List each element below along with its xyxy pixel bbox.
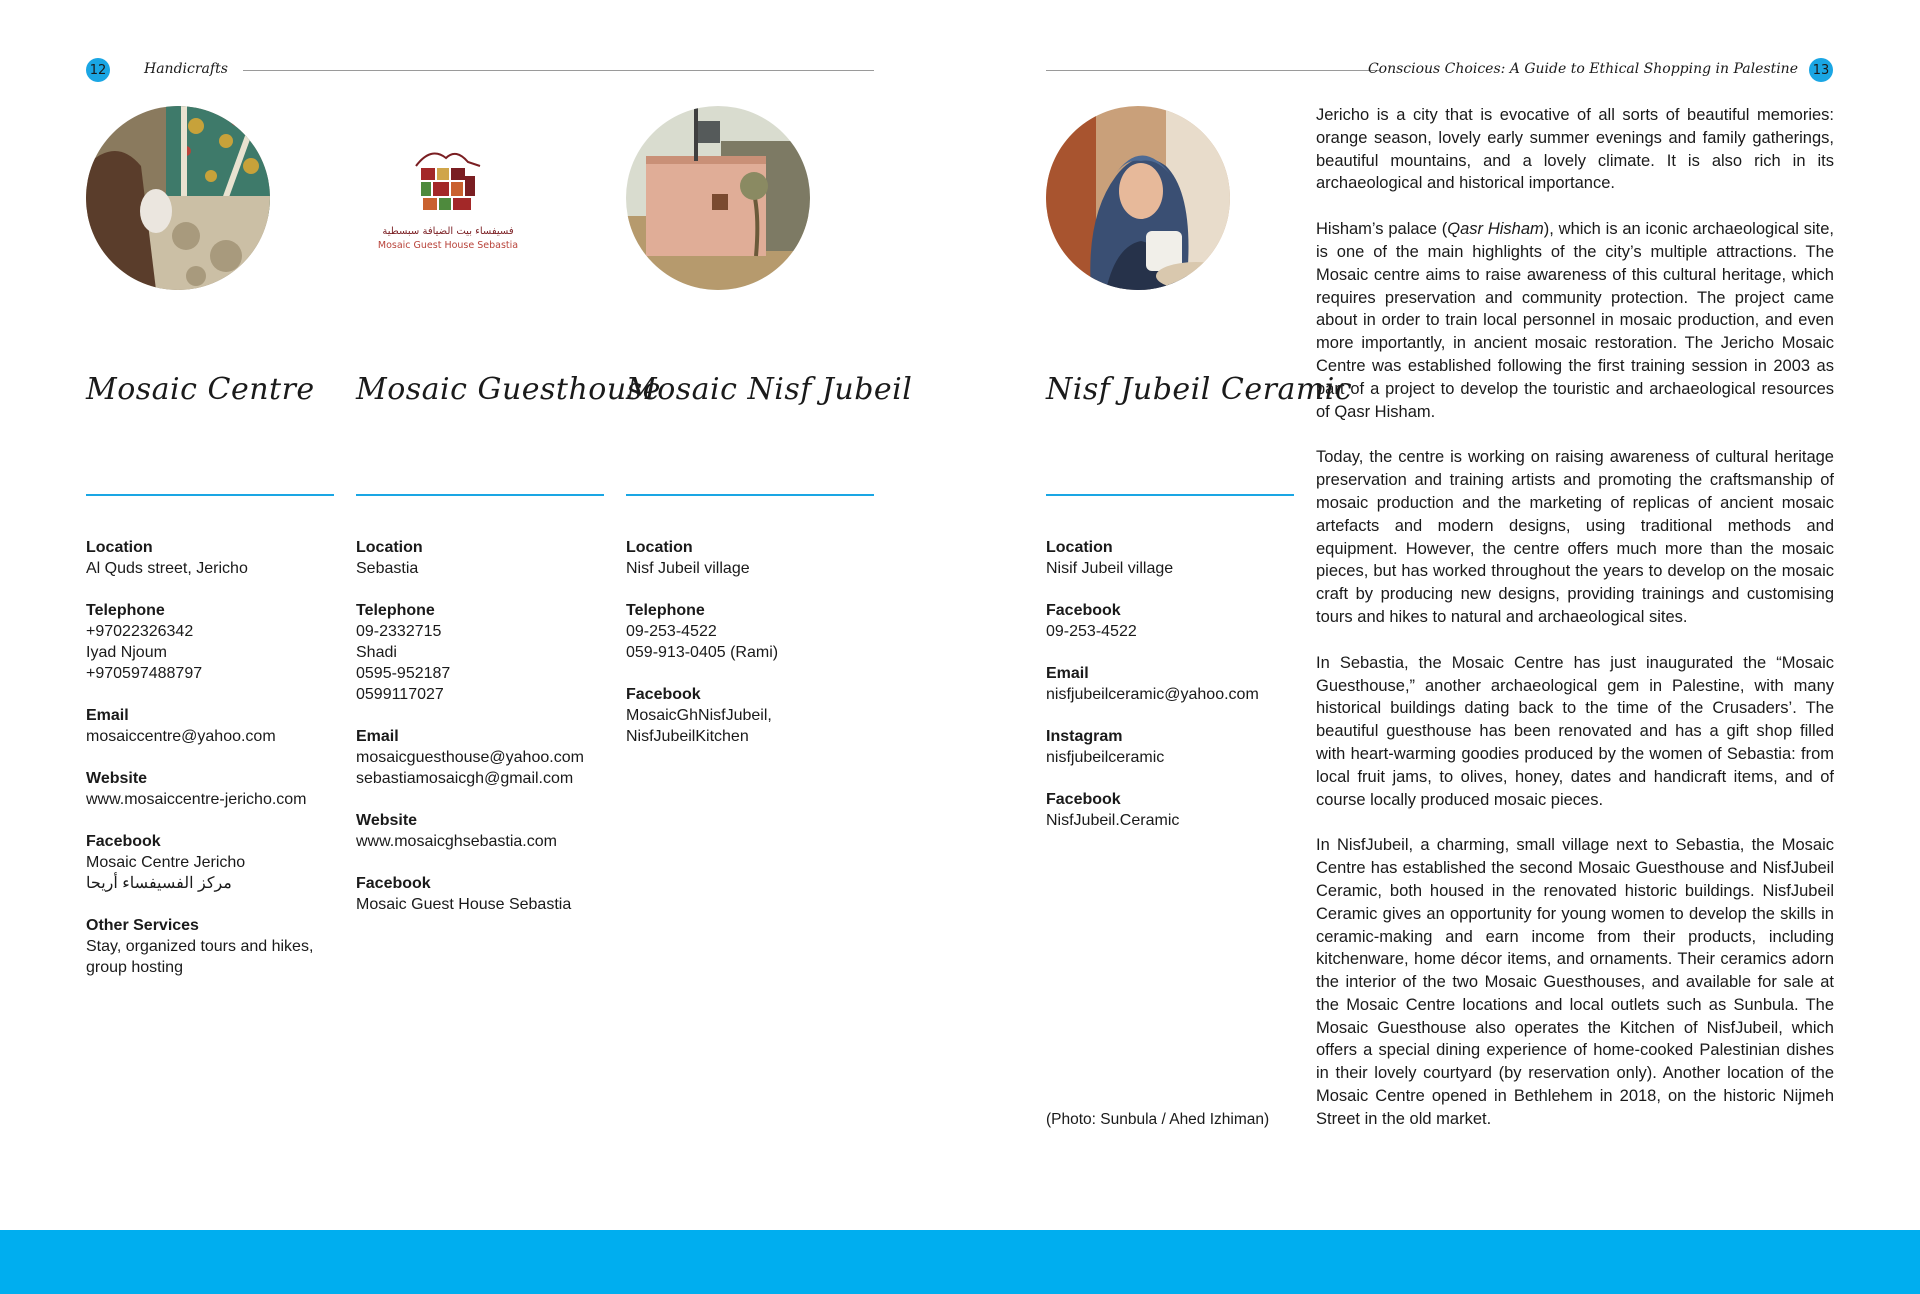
facebook-value: NisfJubeil.Ceramic: [1046, 812, 1180, 829]
photo-caption: (Photo: Sunbula / Ahed Izhiman): [1046, 1111, 1270, 1128]
phone-value: 0599117027: [356, 686, 444, 703]
field-label: Telephone: [626, 602, 705, 619]
contact-group-telephone: [626, 600, 876, 663]
facebook-value: Mosaic Guest House Sebastia: [356, 896, 572, 913]
services-value: group hosting: [86, 959, 183, 976]
contact-column-mosaic-centre: [86, 537, 336, 999]
contact-group-email: [356, 726, 606, 789]
article-paragraph: Today, the centre is working on raising awareness of cultural heritage preservation and training artists and promoting the craftsmanship of mosaic production and the marketing of replicas of ancient mosaic artefacts and modern designs, using traditional methods and equipment. However, the centre offers much more than the mosaic pieces, but has worked throughout the years to develop on the mosaic craft by producing new designs, providing trainings and customising tours and hikes to natural and archaeological sites.: [1316, 448, 1834, 626]
contact-group-location: [1046, 537, 1296, 579]
field-label: Facebook: [1046, 791, 1121, 808]
field-label: Facebook: [1046, 602, 1121, 619]
vendor-title-mosaic-nisf-jubeil: Mosaic Nisf Jubeil: [626, 372, 913, 407]
title-rule: [356, 494, 604, 496]
vendor-title-nisf-jubeil-ceramic: Nisf Jubeil Ceramic: [1046, 372, 1353, 407]
village-building-photo: [626, 106, 810, 290]
contact-group-facebook: [1046, 789, 1296, 831]
footer-band: [0, 1230, 1920, 1294]
phone-value: 09-253-4522: [626, 623, 717, 640]
field-label: Telephone: [86, 602, 165, 619]
title-rule: [86, 494, 334, 496]
facebook-value: MosaicGhNisfJubeil,: [626, 707, 772, 724]
article-body: [1316, 104, 1834, 1154]
article-text: Hisham’s palace (: [1316, 220, 1448, 239]
field-label: Facebook: [356, 875, 431, 892]
contact-group-facebook: [356, 873, 606, 915]
field-label: Facebook: [86, 833, 161, 850]
facebook-value: Mosaic Centre Jericho: [86, 854, 246, 871]
phone-value: +97022326342: [86, 623, 194, 640]
vendor-title-mosaic-guesthouse: Mosaic Guesthouse: [356, 372, 661, 407]
field-value: Nisif Jubeil village: [1046, 560, 1174, 577]
article-paragraph: In Sebastia, the Mosaic Centre has just inaugurated the “Mosaic Guesthouse,” another archaeological gem in Palestine, with many historical buildings dating back to the time of the Crusaders’. The beautiful guesthouse has been renovated and has a gift shop filled with heart-warming goodies produced by the women of Sebastia: from local fruit jams, to olives, honey, dates and handicraft items, and of course locally produced mosaic pieces.: [1316, 653, 1834, 809]
contact-group-instagram: [1046, 726, 1296, 768]
services-value: Stay, organized tours and hikes,: [86, 938, 314, 955]
website-value: www.mosaicghsebastia.com: [356, 833, 557, 850]
field-label: Location: [626, 539, 693, 556]
field-label: Website: [356, 812, 418, 829]
field-value: 09-253-4522: [1046, 623, 1137, 640]
vendor-title-mosaic-centre: Mosaic Centre: [86, 372, 315, 407]
field-label: Telephone: [356, 602, 435, 619]
contact-group-website: [356, 810, 606, 852]
contact-column-mosaic-nisf-jubeil: [626, 537, 876, 768]
phone-value: 059-913-0405 (Rami): [626, 644, 779, 661]
contact-person: Shadi: [356, 644, 397, 661]
contact-group-email: [86, 705, 336, 747]
facebook-value: NisfJubeilKitchen: [626, 728, 749, 745]
logo-arabic-text: فسيفساء بيت الضيافة سبسطية: [382, 226, 514, 237]
guesthouse-logo: [356, 136, 540, 260]
title-rule: [1046, 494, 1294, 496]
article-paragraph: [1316, 218, 1834, 423]
contact-group-location: [86, 537, 336, 579]
contact-group-email: [1046, 663, 1296, 705]
page-number-right: 13: [1812, 62, 1830, 78]
field-label: Location: [1046, 539, 1113, 556]
email-value: sebastiamosaicgh@gmail.com: [356, 770, 574, 787]
email-value: mosaicguesthouse@yahoo.com: [356, 749, 584, 766]
field-label: Location: [356, 539, 423, 556]
email-value: nisfjubeilceramic@yahoo.com: [1046, 686, 1259, 703]
contact-column-mosaic-guesthouse: [356, 537, 606, 936]
article-paragraph: Jericho is a city that is evocative of all sorts of beautiful memories: orange season, lovely early summer evenings and family gatherings, beautiful mountains, and a lovely climate. It is also rich in its archaeological and historical importance.: [1316, 106, 1834, 193]
contact-person: Iyad Njoum: [86, 644, 167, 661]
field-label: Email: [86, 707, 129, 724]
field-label: Email: [356, 728, 399, 745]
article-text: ), which is an iconic archaeological site, is one of the main highlights of the city’s multiple attractions. The Mosaic centre aims to raise awareness of this cultural heritage, which requires preservation and community protection. The project came about in order to train local personnel in mosaic production, and even more importantly, in ancient mosaic restoration. The Jericho Mosaic Centre was established following the first training session in 2003 as part of a project to develop the touristic and archaeological resources of Qasr Hisham.: [1316, 220, 1834, 421]
running-title: Conscious Choices: A Guide to Ethical Shopping in Palestine: [1367, 61, 1798, 77]
field-label: Other Services: [86, 917, 199, 934]
field-label: Website: [86, 770, 148, 787]
article-paragraph: In NisfJubeil, a charming, small village next to Sebastia, the Mosaic Centre has established the second Mosaic Guesthouse and NisfJubeil Ceramic, both housed in the renovated historic buildings. NisfJubeil Ceramic gives an opportunity for young women to develop the skills in ceramic-making and earn income from their products, including kitchenware, home décor items, and ornaments. Their ceramics adorn the interior of the two Mosaic Guesthouses, and available for sale at the Mosaic Centre locations and local outlets such as Sunbula. The Mosaic Guesthouse also operates the Kitchen of NisfJubeil, which offers a special dining experience of home-cooked Palestinian dishes in their lovely courtyard (by reservation only). Another location of the Mosaic Centre opened in Bethlehem in 2018, on the historic Nijmeh Street in the old market.: [1316, 836, 1834, 1128]
contact-group-facebook: [86, 831, 336, 894]
contact-group-other-services: [86, 915, 336, 978]
contact-column-nisf-jubeil-ceramic: [1046, 537, 1296, 852]
field-value: Nisf Jubeil village: [626, 560, 750, 577]
instagram-value: nisfjubeilceramic: [1046, 749, 1165, 766]
mosaic-artisan-photo: [86, 106, 270, 290]
contact-group-telephone: [356, 600, 606, 705]
phone-value: 09-2332715: [356, 623, 442, 640]
page-number-badge-left: [86, 58, 110, 82]
email-value: mosaiccentre@yahoo.com: [86, 728, 276, 745]
field-value: Al Quds street, Jericho: [86, 560, 248, 577]
field-value: Sebastia: [356, 560, 419, 577]
article-italic-term: Qasr Hisham: [1447, 220, 1544, 239]
field-label: Instagram: [1046, 728, 1123, 745]
logo-english-text: Mosaic Guest House Sebastia: [377, 240, 519, 251]
facebook-value-arabic: مركز الفسيفساء أريحا: [86, 875, 232, 892]
contact-group-facebook: [626, 684, 876, 747]
header-rule-right: [1046, 70, 1379, 71]
contact-group-website: [86, 768, 336, 810]
contact-group-location: [626, 537, 876, 579]
title-rule: [626, 494, 874, 496]
phone-value: +970597488797: [86, 665, 203, 682]
field-label: Location: [86, 539, 153, 556]
contact-group-facebook: [1046, 600, 1296, 642]
section-title: Handicrafts: [144, 61, 228, 77]
page-number-badge-right: [1809, 58, 1833, 82]
field-label: Facebook: [626, 686, 701, 703]
ceramic-artisan-photo: [1046, 106, 1230, 290]
contact-group-location: [356, 537, 606, 579]
field-label: Email: [1046, 665, 1089, 682]
header-rule-left: [243, 70, 874, 71]
website-value: www.mosaiccentre-jericho.com: [86, 791, 307, 808]
page-number-left: 12: [89, 62, 107, 78]
phone-value: 0595-952187: [356, 665, 451, 682]
contact-group-telephone: [86, 600, 336, 684]
